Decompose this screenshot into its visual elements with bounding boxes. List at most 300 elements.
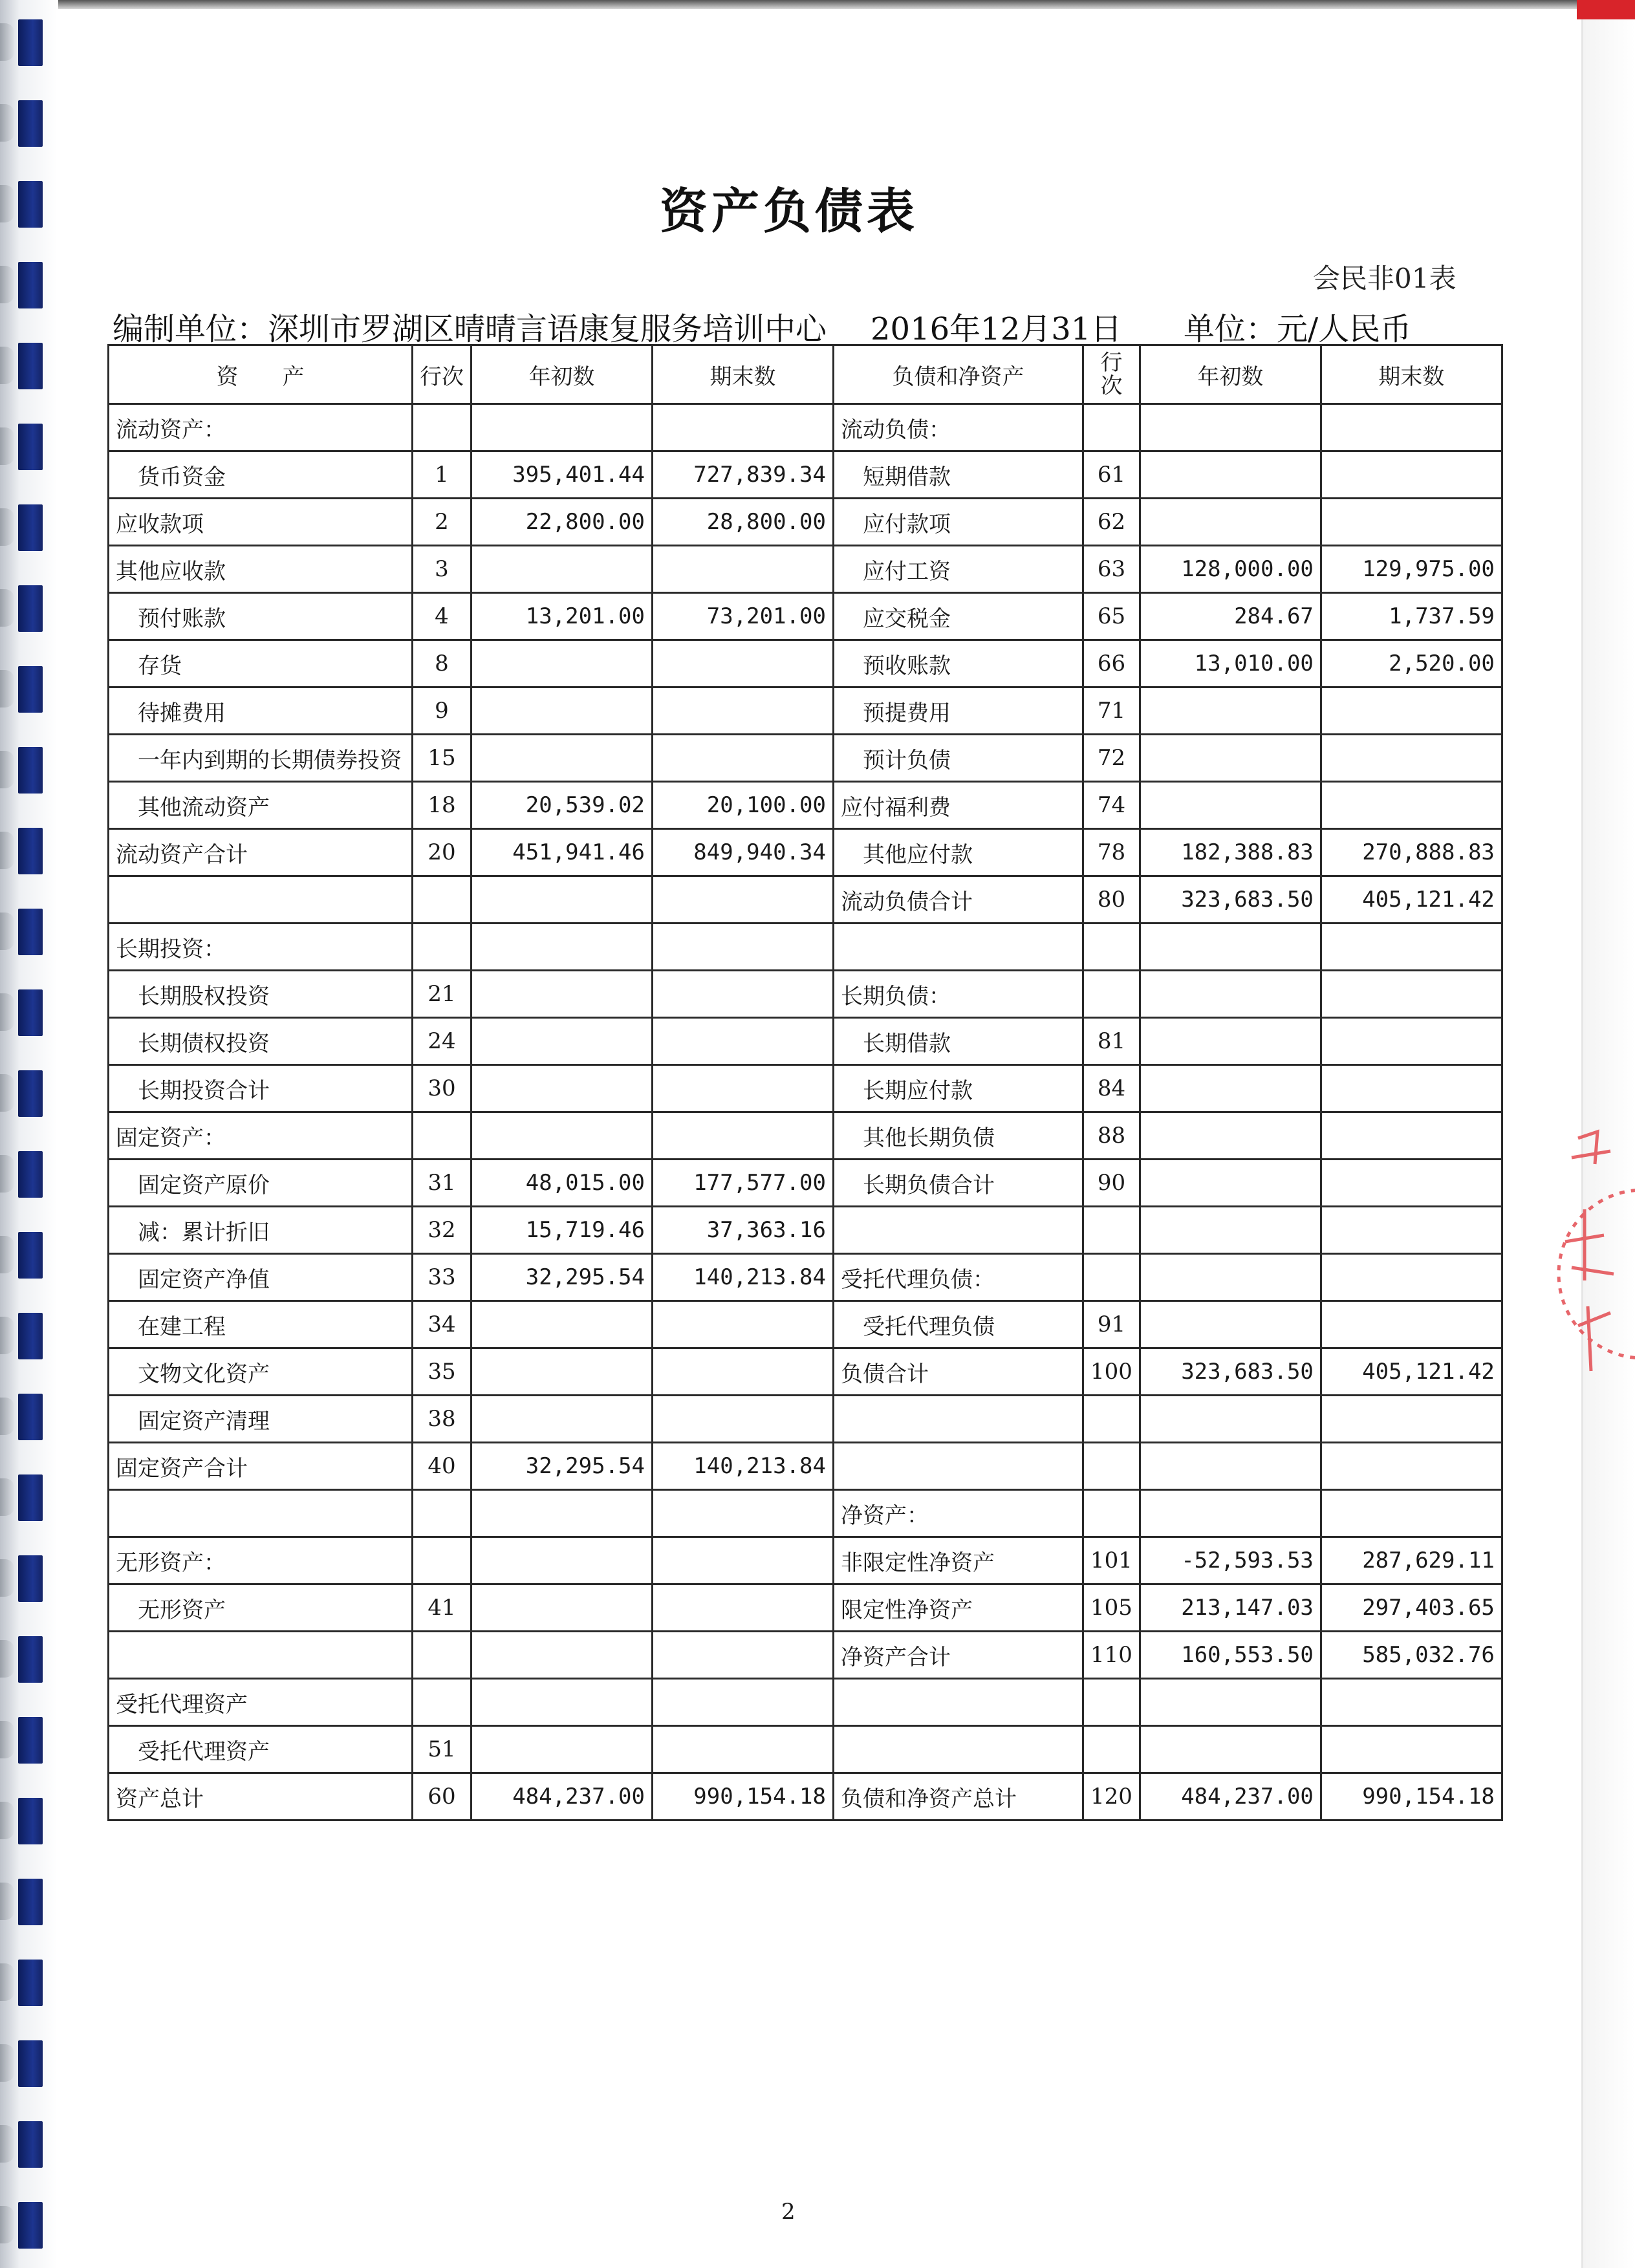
binding-hole [18, 1151, 43, 1198]
liability-begin-balance-cell: 484,237.00 [1140, 1773, 1321, 1820]
balance-sheet-table [107, 344, 1503, 1821]
red-corner-mark [1577, 0, 1635, 19]
table-row [109, 1726, 1502, 1773]
asset-label-cell: 受托代理资产 [109, 1726, 413, 1773]
liability-label-cell: 限定性净资产 [834, 1584, 1083, 1632]
asset-label-cell: 流动资产合计 [109, 829, 413, 876]
liability-line-no-cell: 84 [1083, 1065, 1140, 1112]
liability-label-cell: 流动负债： [834, 404, 1083, 451]
binding-ring [0, 266, 14, 303]
asset-begin-balance-cell: 451,941.46 [471, 829, 653, 876]
asset-label-cell: 长期债权投资 [109, 1018, 413, 1065]
liability-end-balance-cell: 129,975.00 [1321, 546, 1502, 593]
asset-end-balance-cell [653, 1537, 834, 1584]
table-row [109, 1490, 1502, 1537]
asset-line-no-cell [413, 876, 471, 923]
asset-label-cell: 固定资产： [109, 1112, 413, 1160]
asset-line-no-cell: 24 [413, 1018, 471, 1065]
asset-line-no-cell: 3 [413, 546, 471, 593]
liability-begin-balance-cell: 182,388.83 [1140, 829, 1321, 876]
liability-end-balance-cell [1321, 1679, 1502, 1726]
asset-label-cell: 在建工程 [109, 1301, 413, 1348]
binding-ring [0, 1155, 14, 1193]
liability-line-no-cell: 62 [1083, 499, 1140, 546]
binding-ring [0, 1883, 14, 1920]
binding-hole [18, 343, 43, 389]
liability-label-cell: 短期借款 [834, 451, 1083, 499]
liability-line-no-cell: 105 [1083, 1584, 1140, 1632]
binding-ring [0, 508, 14, 546]
liability-begin-balance-cell: 323,683.50 [1140, 1348, 1321, 1396]
header-line-no-right [1083, 345, 1140, 404]
header-liability-equity: 负债和净资产 [834, 345, 1083, 404]
liability-begin-balance-cell [1140, 1254, 1321, 1301]
liability-label-cell: 应交税金 [834, 593, 1083, 640]
asset-begin-balance-cell [471, 923, 653, 971]
binding-hole [18, 585, 43, 632]
liability-label-cell [834, 1443, 1083, 1490]
asset-end-balance-cell [653, 1490, 834, 1537]
liability-line-no-cell [1083, 1726, 1140, 1773]
asset-end-balance-cell [653, 1632, 834, 1679]
asset-label-cell: 长期投资合计 [109, 1065, 413, 1112]
liability-begin-balance-cell [1140, 451, 1321, 499]
binding-ring [0, 1963, 14, 2001]
liability-begin-balance-cell [1140, 782, 1321, 829]
table-row [109, 687, 1502, 735]
asset-end-balance-cell [653, 404, 834, 451]
asset-begin-balance-cell: 15,719.46 [471, 1207, 653, 1254]
asset-line-no-cell: 20 [413, 829, 471, 876]
header-end-balance-right: 期末数 [1321, 345, 1502, 404]
binding-ring [0, 2125, 14, 2163]
liability-begin-balance-cell: 160,553.50 [1140, 1632, 1321, 1679]
table-row [109, 451, 1502, 499]
binding-ring [0, 427, 14, 465]
liability-begin-balance-cell [1140, 1065, 1321, 1112]
liability-end-balance-cell [1321, 782, 1502, 829]
asset-line-no-cell: 1 [413, 451, 471, 499]
liability-end-balance-cell [1321, 404, 1502, 451]
asset-label-cell: 货币资金 [109, 451, 413, 499]
asset-begin-balance-cell [471, 1301, 653, 1348]
page-number: 2 [781, 2199, 796, 2225]
asset-line-no-cell: 2 [413, 499, 471, 546]
liability-end-balance-cell [1321, 1443, 1502, 1490]
liability-begin-balance-cell: 323,683.50 [1140, 876, 1321, 923]
liability-begin-balance-cell [1140, 404, 1321, 451]
document-title: 资产负债表 [660, 184, 918, 239]
liability-begin-balance-cell: 128,000.00 [1140, 546, 1321, 593]
binding-hole [18, 1717, 43, 1764]
liability-end-balance-cell: 990,154.18 [1321, 1773, 1502, 1820]
liability-end-balance-cell [1321, 923, 1502, 971]
liability-begin-balance-cell [1140, 1490, 1321, 1537]
binding-hole [18, 504, 43, 551]
report-date: 2016年12月31日 [871, 311, 1122, 347]
liability-line-no-cell [1083, 1443, 1140, 1490]
binding-ring [0, 1398, 14, 1435]
liability-label-cell [834, 1396, 1083, 1443]
liability-end-balance-cell [1321, 1207, 1502, 1254]
liability-line-no-cell: 120 [1083, 1773, 1140, 1820]
binding-ring [0, 2044, 14, 2082]
liability-begin-balance-cell [1140, 1443, 1321, 1490]
liability-label-cell: 长期负债： [834, 971, 1083, 1018]
asset-end-balance-cell: 849,940.34 [653, 829, 834, 876]
binding-hole [18, 1636, 43, 1683]
table-row [109, 1112, 1502, 1160]
binding-ring [0, 1802, 14, 1839]
table-row [109, 1207, 1502, 1254]
asset-line-no-cell: 40 [413, 1443, 471, 1490]
binding-ring [0, 347, 14, 384]
table-row [109, 1254, 1502, 1301]
liability-line-no-cell [1083, 923, 1140, 971]
reporting-unit: 编制单位：深圳市罗湖区晴晴言语康复服务培训中心 [113, 311, 827, 347]
asset-line-no-cell: 41 [413, 1584, 471, 1632]
asset-end-balance-cell [653, 1726, 834, 1773]
liability-label-cell: 长期借款 [834, 1018, 1083, 1065]
liability-line-no-cell: 61 [1083, 451, 1140, 499]
asset-label-cell: 流动资产： [109, 404, 413, 451]
asset-end-balance-cell [653, 971, 834, 1018]
asset-begin-balance-cell [471, 1396, 653, 1443]
asset-end-balance-cell: 140,213.84 [653, 1443, 834, 1490]
asset-label-cell [109, 876, 413, 923]
binding-hole [18, 1879, 43, 1925]
liability-begin-balance-cell: 13,010.00 [1140, 640, 1321, 687]
liability-end-balance-cell [1321, 1065, 1502, 1112]
asset-label-cell: 无形资产： [109, 1537, 413, 1584]
table-row [109, 593, 1502, 640]
table-row [109, 1348, 1502, 1396]
asset-begin-balance-cell [471, 876, 653, 923]
asset-line-no-cell: 38 [413, 1396, 471, 1443]
table-row [109, 1301, 1502, 1348]
liability-line-no-cell [1083, 971, 1140, 1018]
binding-hole [18, 1232, 43, 1279]
asset-end-balance-cell: 990,154.18 [653, 1773, 834, 1820]
binding-ring [0, 23, 14, 61]
liability-label-cell: 其他长期负债 [834, 1112, 1083, 1160]
liability-label-cell: 净资产： [834, 1490, 1083, 1537]
table-row [109, 1773, 1502, 1820]
binding-hole [18, 1070, 43, 1117]
asset-line-no-cell: 8 [413, 640, 471, 687]
asset-line-no-cell: 4 [413, 593, 471, 640]
liability-end-balance-cell: 287,629.11 [1321, 1537, 1502, 1584]
binding-ring [0, 670, 14, 707]
asset-line-no-cell: 51 [413, 1726, 471, 1773]
asset-line-no-cell [413, 1632, 471, 1679]
asset-line-no-cell: 60 [413, 1773, 471, 1820]
table-row [109, 1396, 1502, 1443]
liability-begin-balance-cell [1140, 923, 1321, 971]
asset-end-balance-cell: 177,577.00 [653, 1160, 834, 1207]
liability-end-balance-cell: 270,888.83 [1321, 829, 1502, 876]
header-begin-balance-right: 年初数 [1140, 345, 1321, 404]
binding-ring [0, 993, 14, 1031]
liability-begin-balance-cell [1140, 687, 1321, 735]
liability-label-cell: 长期应付款 [834, 1065, 1083, 1112]
asset-line-no-cell: 21 [413, 971, 471, 1018]
table-row [109, 735, 1502, 782]
asset-end-balance-cell: 20,100.00 [653, 782, 834, 829]
liability-end-balance-cell [1321, 1160, 1502, 1207]
asset-end-balance-cell: 28,800.00 [653, 499, 834, 546]
liability-label-cell: 受托代理负债 [834, 1301, 1083, 1348]
liability-begin-balance-cell [1140, 1112, 1321, 1160]
binding-hole [18, 1313, 43, 1359]
table-row [109, 971, 1502, 1018]
header-line-top: 行 [1100, 350, 1123, 376]
table-header-row [109, 345, 1502, 404]
asset-begin-balance-cell [471, 1632, 653, 1679]
table-row [109, 1018, 1502, 1065]
asset-label-cell: 一年内到期的长期债券投资 [109, 735, 413, 782]
liability-label-cell [834, 923, 1083, 971]
asset-begin-balance-cell: 32,295.54 [471, 1254, 653, 1301]
table-row [109, 1584, 1502, 1632]
liability-line-no-cell [1083, 1254, 1140, 1301]
binding-ring [0, 1559, 14, 1597]
red-seal-stamp-fragment [1552, 1112, 1635, 1449]
asset-line-no-cell: 15 [413, 735, 471, 782]
asset-begin-balance-cell [471, 1018, 653, 1065]
binding-hole [18, 1960, 43, 2006]
liability-line-no-cell: 65 [1083, 593, 1140, 640]
liability-end-balance-cell: 405,121.42 [1321, 876, 1502, 923]
liability-line-no-cell: 100 [1083, 1348, 1140, 1396]
binding-hole [18, 828, 43, 874]
liability-label-cell: 其他应付款 [834, 829, 1083, 876]
table-row [109, 1679, 1502, 1726]
liability-label-cell: 流动负债合计 [834, 876, 1083, 923]
asset-begin-balance-cell [471, 1065, 653, 1112]
asset-line-no-cell: 32 [413, 1207, 471, 1254]
liability-line-no-cell [1083, 1396, 1140, 1443]
asset-end-balance-cell [653, 923, 834, 971]
asset-label-cell: 减：累计折旧 [109, 1207, 413, 1254]
liability-end-balance-cell [1321, 1396, 1502, 1443]
liability-begin-balance-cell [1140, 1679, 1321, 1726]
asset-begin-balance-cell [471, 1490, 653, 1537]
liability-label-cell [834, 1679, 1083, 1726]
asset-line-no-cell: 31 [413, 1160, 471, 1207]
asset-line-no-cell: 30 [413, 1065, 471, 1112]
spiral-binding [0, 0, 58, 2268]
liability-label-cell: 非限定性净资产 [834, 1537, 1083, 1584]
asset-label-cell: 其他流动资产 [109, 782, 413, 829]
table-row [109, 640, 1502, 687]
asset-end-balance-cell [653, 876, 834, 923]
header-line-bottom: 次 [1100, 373, 1123, 399]
liability-label-cell: 受托代理负债： [834, 1254, 1083, 1301]
scan-top-edge [0, 0, 1635, 9]
asset-label-cell: 长期股权投资 [109, 971, 413, 1018]
asset-begin-balance-cell [471, 971, 653, 1018]
liability-line-no-cell [1083, 1679, 1140, 1726]
asset-line-no-cell: 35 [413, 1348, 471, 1396]
binding-hole [18, 424, 43, 470]
liability-end-balance-cell: 2,520.00 [1321, 640, 1502, 687]
liability-begin-balance-cell [1140, 1160, 1321, 1207]
asset-begin-balance-cell [471, 1584, 653, 1632]
liability-end-balance-cell [1321, 735, 1502, 782]
asset-end-balance-cell [653, 1396, 834, 1443]
binding-ring [0, 1640, 14, 1678]
liability-end-balance-cell [1321, 971, 1502, 1018]
liability-end-balance-cell [1321, 1018, 1502, 1065]
header-line-no: 行次 [413, 345, 471, 404]
asset-begin-balance-cell: 32,295.54 [471, 1443, 653, 1490]
asset-line-no-cell: 9 [413, 687, 471, 735]
asset-begin-balance-cell: 20,539.02 [471, 782, 653, 829]
asset-end-balance-cell: 140,213.84 [653, 1254, 834, 1301]
table-row [109, 1537, 1502, 1584]
currency-unit: 单位：元/人民币 [1184, 311, 1412, 347]
liability-line-no-cell: 90 [1083, 1160, 1140, 1207]
table-row [109, 923, 1502, 971]
liability-end-balance-cell [1321, 1301, 1502, 1348]
asset-label-cell: 固定资产清理 [109, 1396, 413, 1443]
table-row [109, 404, 1502, 451]
asset-begin-balance-cell [471, 687, 653, 735]
asset-line-no-cell: 33 [413, 1254, 471, 1301]
liability-line-no-cell: 63 [1083, 546, 1140, 593]
liability-begin-balance-cell [1140, 1207, 1321, 1254]
liability-begin-balance-cell [1140, 1726, 1321, 1773]
binding-hole [18, 100, 43, 147]
liability-label-cell: 预计负债 [834, 735, 1083, 782]
asset-line-no-cell [413, 1112, 471, 1160]
asset-begin-balance-cell: 22,800.00 [471, 499, 653, 546]
asset-begin-balance-cell [471, 735, 653, 782]
asset-end-balance-cell: 727,839.34 [653, 451, 834, 499]
asset-begin-balance-cell [471, 1348, 653, 1396]
asset-line-no-cell [413, 1490, 471, 1537]
liability-end-balance-cell: 405,121.42 [1321, 1348, 1502, 1396]
asset-label-cell: 固定资产合计 [109, 1443, 413, 1490]
binding-hole [18, 666, 43, 713]
asset-end-balance-cell: 73,201.00 [653, 593, 834, 640]
asset-label-cell: 固定资产净值 [109, 1254, 413, 1301]
asset-begin-balance-cell [471, 1726, 653, 1773]
asset-begin-balance-cell [471, 1537, 653, 1584]
table-row [109, 1632, 1502, 1679]
asset-begin-balance-cell [471, 1679, 653, 1726]
binding-hole [18, 2040, 43, 2087]
asset-line-no-cell [413, 923, 471, 971]
asset-end-balance-cell [653, 687, 834, 735]
table-row [109, 546, 1502, 593]
liability-line-no-cell: 71 [1083, 687, 1140, 735]
liability-line-no-cell: 78 [1083, 829, 1140, 876]
asset-end-balance-cell [653, 1584, 834, 1632]
liability-line-no-cell: 101 [1083, 1537, 1140, 1584]
asset-label-cell: 文物文化资产 [109, 1348, 413, 1396]
asset-end-balance-cell [653, 546, 834, 593]
table-row [109, 829, 1502, 876]
asset-end-balance-cell: 37,363.16 [653, 1207, 834, 1254]
asset-begin-balance-cell [471, 404, 653, 451]
liability-end-balance-cell: 1,737.59 [1321, 593, 1502, 640]
liability-label-cell [834, 1207, 1083, 1254]
liability-line-no-cell: 80 [1083, 876, 1140, 923]
binding-ring [0, 1236, 14, 1273]
liability-end-balance-cell [1321, 451, 1502, 499]
asset-label-cell: 无形资产 [109, 1584, 413, 1632]
binding-ring [0, 1721, 14, 1758]
liability-line-no-cell: 91 [1083, 1301, 1140, 1348]
asset-line-no-cell [413, 1679, 471, 1726]
asset-begin-balance-cell [471, 640, 653, 687]
asset-end-balance-cell [653, 1112, 834, 1160]
asset-end-balance-cell [653, 1065, 834, 1112]
table-row [109, 876, 1502, 923]
liability-line-no-cell [1083, 404, 1140, 451]
asset-end-balance-cell [653, 1348, 834, 1396]
table-row [109, 1065, 1502, 1112]
binding-ring [0, 589, 14, 627]
binding-ring [0, 2206, 14, 2243]
binding-hole [18, 747, 43, 794]
asset-end-balance-cell [653, 1679, 834, 1726]
asset-end-balance-cell [653, 1301, 834, 1348]
asset-end-balance-cell [653, 735, 834, 782]
header-end-balance: 期末数 [653, 345, 834, 404]
asset-label-cell: 存货 [109, 640, 413, 687]
liability-line-no-cell: 72 [1083, 735, 1140, 782]
binding-ring [0, 1074, 14, 1112]
liability-begin-balance-cell [1140, 1018, 1321, 1065]
asset-begin-balance-cell [471, 1112, 653, 1160]
asset-label-cell: 应收款项 [109, 499, 413, 546]
liability-end-balance-cell [1321, 1254, 1502, 1301]
table-row [109, 1443, 1502, 1490]
liability-label-cell: 预提费用 [834, 687, 1083, 735]
liability-begin-balance-cell: 284.67 [1140, 593, 1321, 640]
asset-label-cell [109, 1632, 413, 1679]
binding-hole [18, 1474, 43, 1521]
liability-begin-balance-cell [1140, 971, 1321, 1018]
form-code: 会民非01表 [1313, 263, 1456, 294]
header-asset: 资 产 [109, 345, 413, 404]
liability-begin-balance-cell [1140, 1301, 1321, 1348]
binding-ring [0, 104, 14, 142]
binding-hole [18, 989, 43, 1036]
liability-begin-balance-cell: 213,147.03 [1140, 1584, 1321, 1632]
binding-hole [18, 2202, 43, 2249]
asset-label-cell: 资产总计 [109, 1773, 413, 1820]
binding-ring [0, 1317, 14, 1354]
header-begin-balance: 年初数 [471, 345, 653, 404]
liability-label-cell: 长期负债合计 [834, 1160, 1083, 1207]
liability-end-balance-cell [1321, 499, 1502, 546]
binding-hole [18, 1798, 43, 1844]
binding-hole [18, 262, 43, 308]
asset-begin-balance-cell: 13,201.00 [471, 593, 653, 640]
liability-end-balance-cell: 297,403.65 [1321, 1584, 1502, 1632]
asset-label-cell: 固定资产原价 [109, 1160, 413, 1207]
asset-label-cell: 预付账款 [109, 593, 413, 640]
liability-line-no-cell: 88 [1083, 1112, 1140, 1160]
liability-line-no-cell: 66 [1083, 640, 1140, 687]
asset-label-cell: 其他应收款 [109, 546, 413, 593]
asset-label-cell: 长期投资： [109, 923, 413, 971]
binding-hole [18, 1555, 43, 1602]
